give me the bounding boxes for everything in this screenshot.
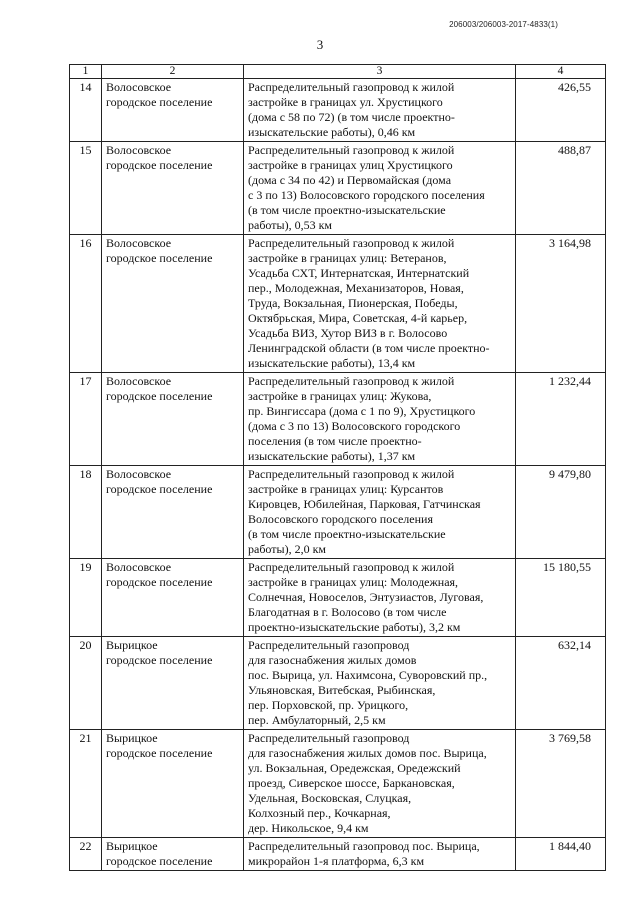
amount-cell: 426,55 xyxy=(516,79,606,142)
description-cell: Распределительный газопровод к жилой застройке в границах улиц: Жукова, пр. Вингиссара (дома с 1 по 9), Хрустицкого (дома с 3 по 13) Волосовского городского поселения (в том числе проектно- изыскательские работы), 1,37 км xyxy=(244,373,516,466)
settlement-cell: Вырицкое городское поселение xyxy=(102,838,244,871)
settlement-cell: Волосовское городское поселение xyxy=(102,373,244,466)
settlement-cell: Волосовское городское поселение xyxy=(102,559,244,637)
column-header-2: 2 xyxy=(102,65,244,79)
table-row xyxy=(70,235,606,373)
table-row xyxy=(70,79,606,142)
table-row xyxy=(70,559,606,637)
description-cell: Распределительный газопровод для газоснабжения жилых домов пос. Вырица, ул. Вокзальная, Оредежская, Оредежский проезд, Сиверское шоссе, Баркановская, Удельная, Восковская, Слуцкая, Колхозный пер., Кочкарная, дер. Никольское, 9,4 км xyxy=(244,730,516,838)
row-number: 14 xyxy=(70,79,102,142)
table-row xyxy=(70,730,606,838)
table-row xyxy=(70,637,606,730)
table-header-row xyxy=(70,65,606,79)
table-row xyxy=(70,142,606,235)
amount-cell: 1 232,44 xyxy=(516,373,606,466)
settlement-cell: Вырицкое городское поселение xyxy=(102,637,244,730)
settlement-cell: Волосовское городское поселение xyxy=(102,466,244,559)
settlement-cell: Волосовское городское поселение xyxy=(102,142,244,235)
amount-cell: 3 769,58 xyxy=(516,730,606,838)
row-number: 18 xyxy=(70,466,102,559)
description-cell: Распределительный газопровод к жилой застройке в границах улиц Хрустицкого (дома с 34 по 42) и Первомайская (дома с 3 по 13) Волосовского городского поселения (в том числе проектно-изыскательские работы), 0,53 км xyxy=(244,142,516,235)
description-cell: Распределительный газопровод к жилой застройке в границах улиц: Молодежная, Солнечная, Новоселов, Энтузиастов, Луговая, Благодатная в г. Волосово (в том числе проектно-изыскательские работы), 3,2 км xyxy=(244,559,516,637)
description-cell: Распределительный газопровод для газоснабжения жилых домов пос. Вырица, ул. Нахимсона, Суворовский пр., Ульяновская, Витебская, Рыбинская, пер. Порховской, пр. Урицкого, пер. Амбулаторный, 2,5 км xyxy=(244,637,516,730)
page-number: 3 xyxy=(316,37,324,52)
gas-pipeline-table xyxy=(69,64,606,871)
column-header-4: 4 xyxy=(516,65,606,79)
settlement-cell: Волосовское городское поселение xyxy=(102,79,244,142)
table-row xyxy=(70,373,606,466)
amount-cell: 9 479,80 xyxy=(516,466,606,559)
amount-cell: 1 844,40 xyxy=(516,838,606,871)
row-number: 16 xyxy=(70,235,102,373)
row-number: 22 xyxy=(70,838,102,871)
column-header-1: 1 xyxy=(70,65,102,79)
description-cell: Распределительный газопровод к жилой застройке в границах ул. Хрустицкого (дома с 58 по 72) (в том числе проектно- изыскательские работы), 0,46 км xyxy=(244,79,516,142)
row-number: 17 xyxy=(70,373,102,466)
row-number: 21 xyxy=(70,730,102,838)
description-cell: Распределительный газопровод к жилой застройке в границах улиц: Ветеранов, Усадьба СХТ, Интернатская, Интернатский пер., Молодежная, Механизаторов, Новая, Труда, Вокзальная, Пионерская, Победы, Октябрьская, Мира, Советская, 4-й карьер, Усадьба ВИЗ, Хутор ВИЗ в г. Волосово Ленинградской области (в том числе проектно- изыскательские работы), 13,4 км xyxy=(244,235,516,373)
row-number: 15 xyxy=(70,142,102,235)
amount-cell: 632,14 xyxy=(516,637,606,730)
amount-cell: 15 180,55 xyxy=(516,559,606,637)
description-cell: Распределительный газопровод к жилой застройке в границах улиц: Курсантов Кировцев, Юбилейная, Парковая, Гатчинская Волосовского городского поселения (в том числе проектно-изыскательские работы), 2,0 км xyxy=(244,466,516,559)
column-header-3: 3 xyxy=(244,65,516,79)
row-number: 20 xyxy=(70,637,102,730)
document-id: 206003/206003-2017-4833(1) xyxy=(449,20,558,29)
settlement-cell: Вырицкое городское поселение xyxy=(102,730,244,838)
table-row xyxy=(70,466,606,559)
amount-cell: 488,87 xyxy=(516,142,606,235)
amount-cell: 3 164,98 xyxy=(516,235,606,373)
table-row xyxy=(70,838,606,871)
settlement-cell: Волосовское городское поселение xyxy=(102,235,244,373)
description-cell: Распределительный газопровод пос. Вырица, микрорайон 1-я платформа, 6,3 км xyxy=(244,838,516,871)
row-number: 19 xyxy=(70,559,102,637)
